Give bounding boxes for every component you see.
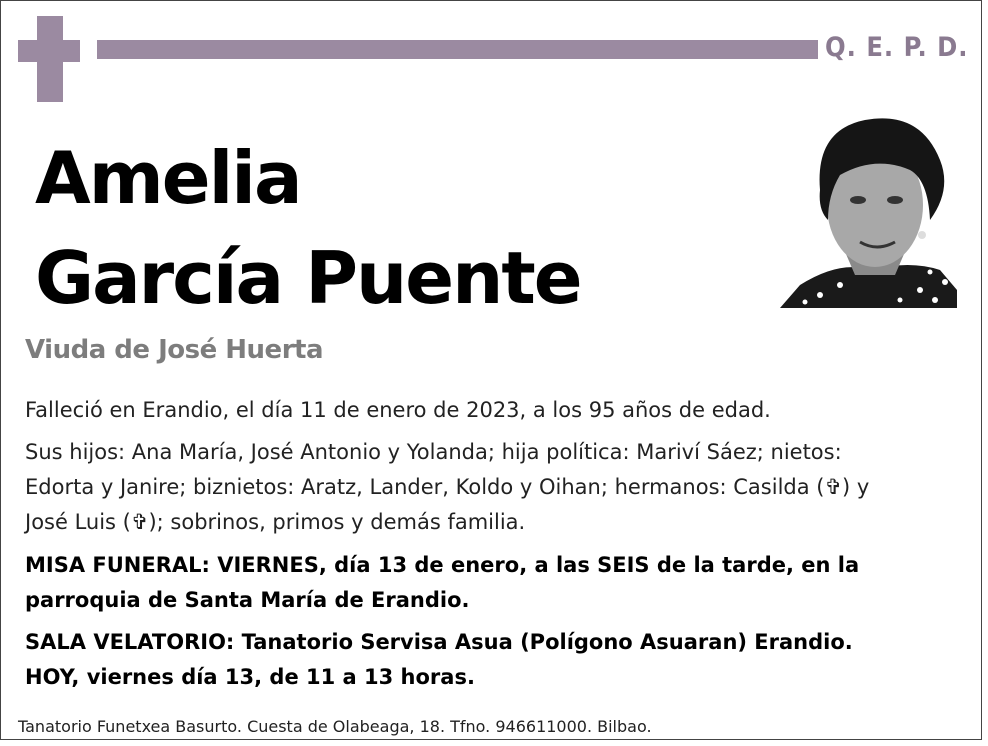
family-line-1: Sus hijos: Ana María, José Antonio y Yolanda; hija política: Mariví Sáez; nietos: [25, 440, 842, 464]
qepd-label: Q. E. P. D. [825, 32, 969, 63]
family-paragraph [25, 435, 970, 540]
name-line-2: García Puente [35, 236, 581, 320]
wake-paragraph [25, 625, 970, 695]
funeral-line-1: MISA FUNERAL: VIERNES, día 13 de enero, a las SEIS de la tarde, en la [25, 553, 860, 577]
cross-icon-bar [18, 40, 80, 62]
family-line-3: José Luis (✞); sobrinos, primos y demás familia. [25, 510, 526, 534]
wake-line-2: HOY, viernes día 13, de 11 a 13 horas. [25, 665, 475, 689]
wake-line-1: SALA VELATORIO: Tanatorio Servisa Asua (Polígono Asuaran) Erandio. [25, 630, 853, 654]
death-paragraph: Falleció en Erandio, el día 11 de enero de 2023, a los 95 años de edad. [25, 398, 771, 422]
family-line-2: Edorta y Janire; biznietos: Aratz, Lander, Koldo y Oihan; hermanos: Casilda (✞) y [25, 475, 870, 499]
name-line-1: Amelia [35, 136, 301, 220]
header-bar [97, 40, 818, 59]
funeral-line-2: parroquia de Santa María de Erandio. [25, 588, 470, 612]
footer-funeral-home: Tanatorio Funetxea Basurto. Cuesta de Olabeaga, 18. Tfno. 946611000. Bilbao. [18, 717, 652, 736]
deceased-name [35, 128, 581, 328]
portrait-photo [780, 100, 957, 308]
subtitle-widow: Viuda de José Huerta [25, 335, 323, 365]
funeral-paragraph [25, 548, 970, 618]
